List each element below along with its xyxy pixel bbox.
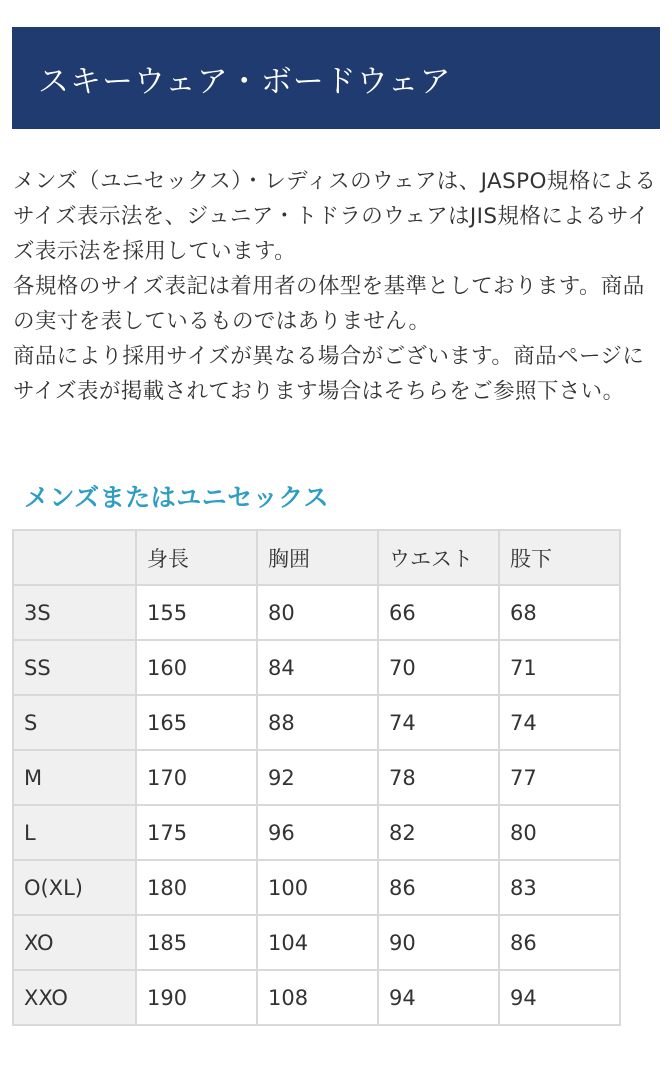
table-row bbox=[14, 861, 619, 914]
waist-cell: 66 bbox=[379, 586, 498, 639]
table-row bbox=[14, 916, 619, 969]
waist-cell: 90 bbox=[379, 916, 498, 969]
waist-cell: 82 bbox=[379, 806, 498, 859]
size-label: O(XL) bbox=[14, 861, 135, 914]
chest-cell: 108 bbox=[258, 971, 377, 1024]
chest-cell: 92 bbox=[258, 751, 377, 804]
intro-paragraph-standards: メンズ（ユニセックス）・レディスのウェアは、JASPO規格によるサイズ表示法を、ジュニア・トドラのウェアはJIS規格によるサイズ表示法を採用しています。 bbox=[13, 169, 657, 264]
height-cell: 155 bbox=[137, 586, 256, 639]
height-cell: 165 bbox=[137, 696, 256, 749]
inseam-cell: 77 bbox=[500, 751, 619, 804]
inseam-cell: 86 bbox=[500, 916, 619, 969]
size-table-mens bbox=[12, 529, 621, 1026]
section-title-mens: メンズまたはユニセックス bbox=[24, 483, 330, 512]
inseam-cell: 80 bbox=[500, 806, 619, 859]
height-cell: 185 bbox=[137, 916, 256, 969]
chest-cell: 80 bbox=[258, 586, 377, 639]
height-cell: 160 bbox=[137, 641, 256, 694]
chest-cell: 88 bbox=[258, 696, 377, 749]
height-cell: 190 bbox=[137, 971, 256, 1024]
table-row bbox=[14, 806, 619, 859]
size-label: XO bbox=[14, 916, 135, 969]
table-row bbox=[14, 696, 619, 749]
waist-cell: 74 bbox=[379, 696, 498, 749]
inseam-cell: 68 bbox=[500, 586, 619, 639]
column-header-size bbox=[14, 531, 135, 584]
column-header-height: 身長 bbox=[137, 531, 256, 584]
column-header-chest: 胸囲 bbox=[258, 531, 377, 584]
intro-paragraph-body-basis: 各規格のサイズ表記は着用者の体型を基準としております。商品の実寸を表しているものではありません。 bbox=[13, 274, 645, 334]
table-row bbox=[14, 751, 619, 804]
waist-cell: 78 bbox=[379, 751, 498, 804]
table-row bbox=[14, 586, 619, 639]
chest-cell: 96 bbox=[258, 806, 377, 859]
column-header-inseam: 股下 bbox=[500, 531, 619, 584]
size-label: 3S bbox=[14, 586, 135, 639]
size-label: XXO bbox=[14, 971, 135, 1024]
inseam-cell: 94 bbox=[500, 971, 619, 1024]
waist-cell: 70 bbox=[379, 641, 498, 694]
size-label: L bbox=[14, 806, 135, 859]
waist-cell: 94 bbox=[379, 971, 498, 1024]
inseam-cell: 83 bbox=[500, 861, 619, 914]
chest-cell: 104 bbox=[258, 916, 377, 969]
size-label: M bbox=[14, 751, 135, 804]
table-row bbox=[14, 971, 619, 1024]
inseam-cell: 71 bbox=[500, 641, 619, 694]
size-label: S bbox=[14, 696, 135, 749]
height-cell: 175 bbox=[137, 806, 256, 859]
chest-cell: 84 bbox=[258, 641, 377, 694]
table-header-row bbox=[14, 531, 619, 584]
intro-paragraph-size-varies: 商品により採用サイズが異なる場合がございます。商品ページにサイズ表が掲載されております場合はそちらをご参照下さい。 bbox=[13, 344, 645, 404]
inseam-cell: 74 bbox=[500, 696, 619, 749]
height-cell: 180 bbox=[137, 861, 256, 914]
intro-text bbox=[13, 164, 659, 409]
size-label: SS bbox=[14, 641, 135, 694]
page-title: スキーウェア・ボードウェア bbox=[38, 63, 452, 100]
chest-cell: 100 bbox=[258, 861, 377, 914]
table-row bbox=[14, 641, 619, 694]
column-header-waist: ウエスト bbox=[379, 531, 498, 584]
waist-cell: 86 bbox=[379, 861, 498, 914]
height-cell: 170 bbox=[137, 751, 256, 804]
page-header bbox=[12, 27, 660, 129]
